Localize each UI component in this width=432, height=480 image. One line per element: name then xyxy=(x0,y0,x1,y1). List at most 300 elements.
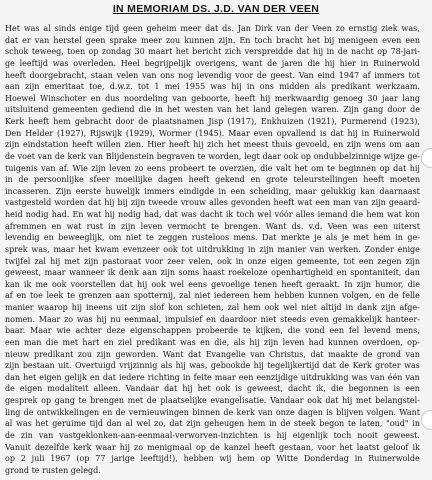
word: Kerk xyxy=(352,361,372,371)
word: eigenschappen xyxy=(130,326,192,336)
word: in xyxy=(361,128,370,138)
word: de xyxy=(54,151,65,161)
word: immers xyxy=(374,70,405,80)
word: zijn xyxy=(24,82,40,92)
word: velen, xyxy=(188,256,214,266)
word: zijn xyxy=(371,198,386,208)
word: openhartigheid xyxy=(271,268,334,278)
word: menigmaal xyxy=(147,442,192,452)
word: zijn xyxy=(160,268,175,278)
word: dat xyxy=(169,419,183,429)
word: zijn xyxy=(131,303,146,312)
word: gebookde xyxy=(210,361,251,371)
word: voor xyxy=(145,256,164,266)
word: toe, xyxy=(89,82,105,92)
word: ontwikkelingen xyxy=(36,407,100,417)
word: der xyxy=(294,24,309,33)
word: Blijdenstein xyxy=(105,151,155,161)
word: Kerk xyxy=(5,117,25,126)
word: hem xyxy=(373,233,391,243)
word: kunnen xyxy=(308,291,339,301)
word: sinds xyxy=(54,24,76,33)
word: tenen xyxy=(254,279,278,289)
word: die xyxy=(330,384,344,394)
word: van xyxy=(276,24,291,33)
word: Want xyxy=(399,407,420,417)
word: Wie xyxy=(72,163,88,173)
word: nooit xyxy=(357,430,378,440)
word: grond xyxy=(376,349,401,359)
word: nodig xyxy=(25,210,49,219)
word: maar xyxy=(53,244,75,254)
word: ds. xyxy=(291,221,304,231)
word: kon xyxy=(168,303,183,312)
word: had. xyxy=(51,210,70,219)
word: uitdrukking xyxy=(196,244,245,254)
word: ge- xyxy=(407,151,420,161)
word: en xyxy=(103,337,114,347)
word: Ruinerwold xyxy=(373,128,420,138)
word: om xyxy=(108,233,122,243)
word: fel xyxy=(348,326,360,336)
word: uitdrukking xyxy=(300,372,349,382)
word: dat xyxy=(330,128,344,138)
word: probeerde xyxy=(195,326,238,336)
word: maar xyxy=(44,268,66,278)
word: sprek xyxy=(5,244,28,254)
word: als xyxy=(160,361,173,371)
word: Dirk xyxy=(254,24,273,33)
word: van xyxy=(38,430,54,440)
word: wat xyxy=(387,210,402,219)
page-title xyxy=(0,3,432,15)
word: de xyxy=(5,384,15,394)
word: alles xyxy=(295,210,315,219)
word: velen xyxy=(116,70,139,80)
word: hem xyxy=(253,291,271,301)
word: onze xyxy=(275,407,295,417)
word: uitsluitend xyxy=(5,105,49,115)
word: eens xyxy=(188,279,207,289)
word: voor xyxy=(235,70,254,80)
word: Want xyxy=(162,349,184,359)
word: zo xyxy=(134,163,144,173)
word: blijven xyxy=(336,407,364,417)
word: dat xyxy=(188,349,202,359)
word: die xyxy=(138,105,152,115)
word: onze xyxy=(247,256,267,266)
word: En xyxy=(239,35,251,45)
word: 30 xyxy=(134,47,145,57)
word: en xyxy=(43,233,54,243)
word: die xyxy=(307,58,320,68)
word: herstel xyxy=(53,35,82,45)
word: te xyxy=(145,233,154,243)
word: al xyxy=(125,419,133,429)
word: dat xyxy=(164,384,178,394)
word: brengen xyxy=(90,396,124,405)
word: moeilijke xyxy=(115,175,153,185)
word: in xyxy=(246,82,255,92)
word: Vandaar xyxy=(270,396,304,405)
word: een xyxy=(373,221,388,231)
word: op- xyxy=(407,337,420,347)
word: zich xyxy=(207,140,224,150)
word: moeten xyxy=(389,175,420,185)
text-line xyxy=(5,442,420,454)
word: nog xyxy=(178,70,194,80)
word: dacht xyxy=(288,384,311,394)
word: niet xyxy=(260,314,277,324)
word: aan xyxy=(115,291,131,301)
text-line xyxy=(5,151,420,163)
text-line xyxy=(5,349,420,361)
word: zijn. xyxy=(218,35,236,45)
word: Zijn xyxy=(55,186,72,196)
word: de xyxy=(267,58,277,68)
word: een xyxy=(405,384,420,394)
word: Hier xyxy=(147,140,166,150)
word: van xyxy=(258,407,273,417)
word: hij xyxy=(119,442,130,452)
word: zo, xyxy=(154,419,166,429)
word: gelijk xyxy=(64,372,87,382)
word: kunnen xyxy=(184,35,215,45)
word: thuis xyxy=(271,140,292,150)
word: iemand xyxy=(317,210,348,219)
word: beginnen xyxy=(338,163,377,173)
word: nacht xyxy=(351,47,374,57)
word: en xyxy=(375,291,386,301)
word: heid xyxy=(5,210,23,219)
word: teleurstellingen xyxy=(293,175,358,185)
word: merkwaardig xyxy=(274,93,329,103)
word: kon xyxy=(405,210,420,219)
word: eenzijdige xyxy=(256,372,298,382)
word: toch xyxy=(236,210,255,219)
word: maar xyxy=(295,186,317,196)
word: te xyxy=(208,163,217,173)
word: nieuw xyxy=(5,349,30,359)
word: v.d. xyxy=(308,221,323,231)
word: Ruinerwolde xyxy=(368,454,420,464)
word: humor, xyxy=(375,279,404,289)
word: tot xyxy=(181,244,193,254)
word: een xyxy=(329,326,345,336)
word: dat xyxy=(164,210,178,219)
word: even xyxy=(309,314,329,324)
word: hem xyxy=(366,210,384,219)
word: mens, xyxy=(395,326,420,336)
word: de xyxy=(138,117,149,126)
word: 1955 xyxy=(184,82,206,92)
word: felle xyxy=(402,291,420,301)
word: vastgesteld xyxy=(5,198,52,208)
word: de xyxy=(5,430,15,440)
word: als xyxy=(233,337,246,347)
word: 1967 xyxy=(50,454,71,464)
text-line xyxy=(5,139,420,151)
word: het xyxy=(227,140,241,150)
word: gevoeld, xyxy=(295,140,330,150)
word: dat xyxy=(5,35,19,45)
word: kerk xyxy=(67,151,86,161)
word: midden xyxy=(279,82,310,92)
word: af xyxy=(5,291,13,301)
word: als xyxy=(314,82,327,92)
word: de xyxy=(23,407,34,417)
word: zijn xyxy=(5,140,20,150)
word: waarop xyxy=(37,303,68,312)
word: met xyxy=(64,256,80,266)
word: toen xyxy=(67,47,86,57)
word: man xyxy=(333,198,351,208)
word: geworden. xyxy=(115,349,159,359)
word: hem xyxy=(53,117,71,126)
word: in xyxy=(326,47,335,57)
word: Jan xyxy=(237,24,251,33)
word: was xyxy=(180,337,196,347)
word: mens. xyxy=(233,233,258,243)
word: hij xyxy=(276,430,287,440)
word: tijd xyxy=(89,419,103,429)
word: dan xyxy=(404,268,420,278)
word: door xyxy=(387,105,406,115)
word: dat xyxy=(205,24,219,33)
word: de xyxy=(209,442,220,452)
text-line xyxy=(5,279,420,291)
word: op xyxy=(5,454,15,464)
word: teweeg, xyxy=(31,47,64,57)
word: ook xyxy=(51,279,67,289)
word: gevoelige xyxy=(211,279,251,289)
word: al xyxy=(5,419,13,429)
text-line xyxy=(5,314,420,326)
text-line xyxy=(5,186,420,198)
word: vernieuwingen xyxy=(128,407,189,417)
word: eenmaal, xyxy=(124,314,162,324)
word: hij xyxy=(50,256,61,266)
word: enige xyxy=(79,24,102,33)
word: van xyxy=(217,105,232,115)
word: Dat xyxy=(262,233,277,243)
word: zo xyxy=(134,442,144,452)
word: heeft xyxy=(168,140,190,150)
word: Wormer xyxy=(158,128,192,138)
word: ge- xyxy=(407,233,420,243)
word: scheiding, xyxy=(249,186,292,196)
word: me xyxy=(35,279,48,289)
word: ik xyxy=(107,268,116,278)
word: feite xyxy=(193,372,212,382)
word: in xyxy=(155,105,163,115)
word: dat xyxy=(322,361,336,371)
word: ik xyxy=(412,442,420,452)
word: niet xyxy=(194,291,211,301)
word: predikant xyxy=(33,349,74,359)
word: zou xyxy=(165,35,181,45)
word: in xyxy=(345,303,354,312)
word: het xyxy=(175,47,189,57)
word: achter xyxy=(75,326,102,336)
word: hij xyxy=(71,303,82,312)
word: hij xyxy=(175,361,186,371)
word: van xyxy=(41,163,56,173)
word: staan xyxy=(90,70,113,80)
word: (1923), xyxy=(390,117,420,126)
word: ik, xyxy=(315,384,326,394)
word: kwam xyxy=(95,244,120,254)
word: genoeg xyxy=(333,93,363,103)
word: het xyxy=(78,244,92,254)
word: wel xyxy=(283,303,298,312)
word: bij xyxy=(324,35,335,45)
word: Vandaar xyxy=(125,384,160,394)
word: Veen xyxy=(312,24,332,33)
word: die xyxy=(45,337,59,347)
word: gediend xyxy=(101,105,135,115)
word: in xyxy=(247,244,256,254)
word: predikant xyxy=(331,82,371,92)
word: zien. xyxy=(124,140,144,150)
word: heeft xyxy=(254,442,275,452)
word: gelegen xyxy=(274,105,308,115)
word: schieten, xyxy=(186,303,224,312)
word: schok xyxy=(5,47,29,57)
word: van xyxy=(88,151,104,161)
word: kan xyxy=(360,186,375,196)
word: dagen xyxy=(298,407,323,417)
word: bestaan xyxy=(22,361,55,371)
word: eindstation xyxy=(23,140,69,150)
word: af xyxy=(362,70,371,80)
word: heeft xyxy=(281,279,303,289)
word: en xyxy=(102,407,113,417)
word: de xyxy=(256,70,267,80)
word: en xyxy=(51,221,62,231)
text-line xyxy=(5,407,420,419)
word: overigens, xyxy=(195,58,238,68)
word: manier xyxy=(5,303,34,312)
word: zich xyxy=(224,47,242,57)
word: het xyxy=(339,442,353,452)
word: was xyxy=(76,314,93,324)
word: is xyxy=(319,128,327,138)
word: met xyxy=(127,396,144,405)
word: was xyxy=(16,419,32,429)
word: geweest, xyxy=(5,268,42,278)
word: op xyxy=(41,396,52,405)
word: wat xyxy=(297,198,313,208)
word: dacht xyxy=(199,210,223,219)
word: dus xyxy=(105,93,120,103)
word: Jisp xyxy=(208,117,224,126)
word: Zijn xyxy=(343,105,359,115)
word: is xyxy=(393,384,401,394)
word: emeritaat xyxy=(44,82,84,92)
word: van xyxy=(405,349,420,359)
word: (1929), xyxy=(125,128,155,138)
word: (1945). xyxy=(195,128,225,138)
word: eens xyxy=(146,163,166,173)
word: in xyxy=(218,186,227,196)
word: worden, xyxy=(208,151,242,161)
word: door xyxy=(115,117,135,126)
word: dat xyxy=(119,279,133,289)
word: kijken, xyxy=(255,326,283,336)
word: vrouw xyxy=(180,198,207,208)
word: ons xyxy=(160,70,175,80)
word: die xyxy=(350,210,364,219)
word: plaatsnamen xyxy=(152,117,205,126)
word: tweede xyxy=(148,198,178,208)
word: zal xyxy=(227,303,240,312)
word: ook xyxy=(264,303,280,312)
word: geen xyxy=(122,24,143,33)
word: de xyxy=(339,361,350,371)
word: geraakt. xyxy=(306,279,341,289)
word: daar xyxy=(262,151,281,161)
page-title-text: IN MEMORIAM DS. J.D. VAN DER VEEN xyxy=(112,3,320,15)
word: en xyxy=(336,268,347,278)
word: jarige xyxy=(111,454,135,464)
word: incasseren. xyxy=(5,186,52,196)
word: meest xyxy=(243,140,269,150)
word: een xyxy=(230,186,246,196)
word: van xyxy=(37,151,53,161)
word: Vanuit xyxy=(5,442,31,452)
word: waar xyxy=(95,442,116,452)
word: het xyxy=(197,384,211,394)
word: vermocht xyxy=(167,221,206,231)
word: immers xyxy=(144,186,175,196)
word: dank xyxy=(357,303,378,312)
word: van xyxy=(34,35,50,45)
word: zijn xyxy=(346,140,362,150)
word: uit. xyxy=(58,361,72,371)
word: (1917), xyxy=(227,117,257,126)
word: heeft xyxy=(72,140,93,150)
word: op xyxy=(379,163,390,173)
word: ernstig xyxy=(348,24,378,33)
word: wanneer xyxy=(69,268,105,278)
word: levendig xyxy=(5,233,40,243)
word: Rijswijk xyxy=(90,128,122,138)
word: evenzeer xyxy=(122,244,160,254)
word: een xyxy=(238,372,254,382)
word: de xyxy=(362,349,373,359)
word: leven xyxy=(282,337,305,347)
word: was, xyxy=(189,361,208,371)
word: de xyxy=(337,47,348,57)
word: begonnen xyxy=(348,384,389,394)
word: gestaan, xyxy=(279,442,314,452)
word: ook xyxy=(215,384,231,394)
word: meer xyxy=(140,35,162,45)
text-line xyxy=(5,383,420,395)
word: steek xyxy=(293,419,316,429)
word: het xyxy=(294,163,308,173)
word: de xyxy=(410,105,420,115)
word: 1 xyxy=(154,82,160,92)
word: plaatselijke xyxy=(160,396,207,405)
word: van xyxy=(353,198,369,208)
word: 2 xyxy=(20,454,26,464)
word: hebben xyxy=(183,454,214,464)
word: zijn xyxy=(91,163,106,173)
word: te xyxy=(211,221,219,231)
word: richting xyxy=(147,372,180,382)
